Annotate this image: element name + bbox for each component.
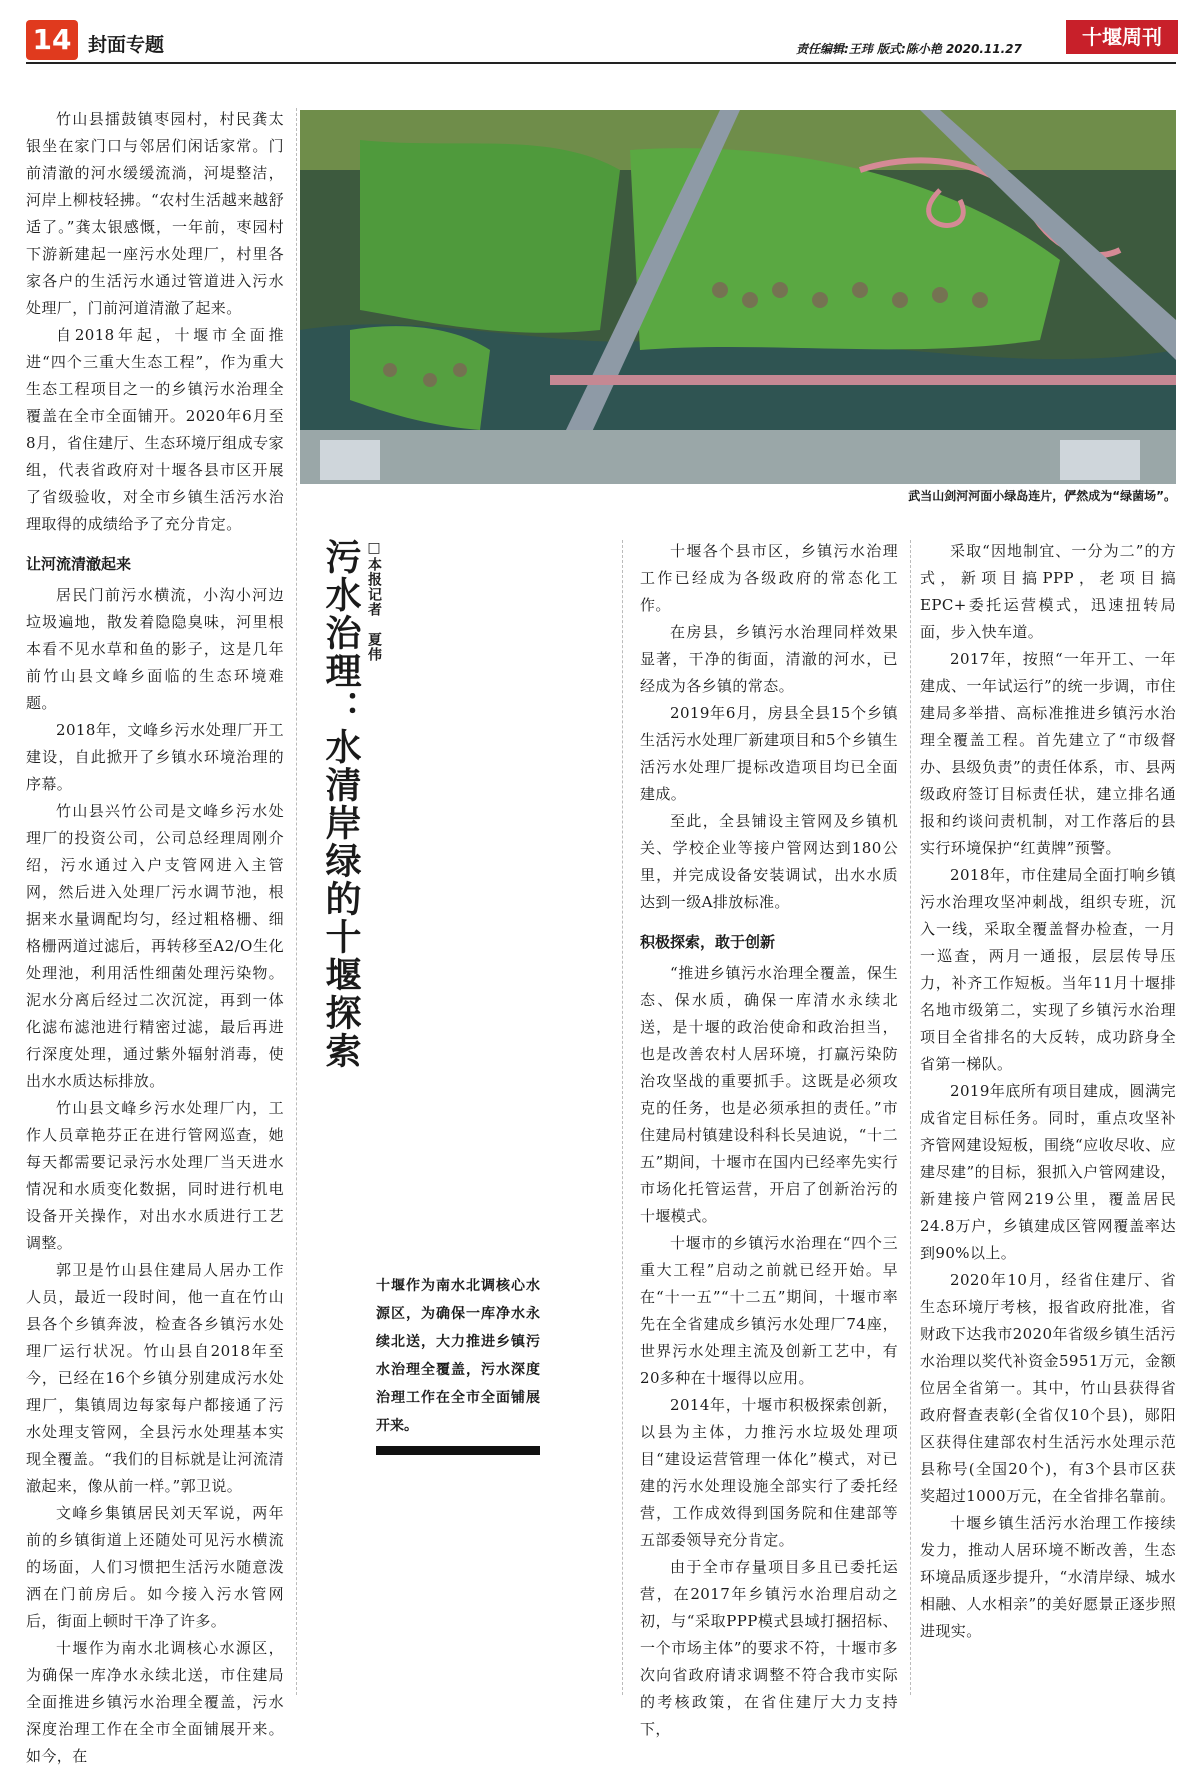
paragraph: 十堰市的乡镇污水治理在“四个三重大工程”启动之前就已经开始。早在“十一五”“十二五”期间，十堰市率先在全省建成乡镇污水处理厂74座，世界污水处理主流及创新工艺中，有20多种在十堰得以应用。 bbox=[640, 1234, 898, 1387]
paragraph: 2017年，按照“一年开工、一年建成、一年试运行”的统一步调，市住建局多举措、高标准推进乡镇污水治理全覆盖工程。首先建立了“市级督办、县级负责”的责任体系，市、县两级政府签订目标责任状，建立排名通报和约谈问责机制，对工作落后的县实行环境保护“红黄牌”预警。 bbox=[920, 650, 1176, 857]
paragraph: 文峰乡集镇居民刘天军说，两年前的乡镇街道上还随处可见污水横流的场面，人们习惯把生活污水随意泼洒在门前房后。如今接入污水管网后，街面上顿时干净了许多。 bbox=[26, 1504, 284, 1630]
paragraph: 至此，全县铺设主管网及乡镇机关、学校企业等接户管网达到180公里，并完成设备安装调试，出水水质达到一级A排放标准。 bbox=[640, 812, 898, 911]
pull-quote: 十堰作为南水北调核心水源区，为确保一库净水永续北送，大力推进乡镇污水治理全覆盖，污水深度治理工作在全市全面铺展开来。 bbox=[376, 1278, 540, 1434]
quote-bar bbox=[376, 1446, 540, 1455]
paragraph: 2018年，文峰乡污水处理厂开工建设，自此掀开了乡镇水环境治理的序幕。 bbox=[26, 721, 284, 793]
article-title: 污水治理：水清岸绿的十堰探索 bbox=[320, 538, 361, 1070]
paragraph: 采取“因地制宜、一分为二”的方式，新项目搞PPP，老项目搞EPC+委托运营模式，迅速扭转局面，步入快车道。 bbox=[920, 542, 1176, 641]
paragraph: 2018年，市住建局全面打响乡镇污水治理攻坚冲刺战，组织专班，沉入一线，采取全覆盖督办检查，一月一巡查，两月一通报，层层传导压力，补齐工作短板。当年11月十堰排名地市级第二，实现了乡镇污水治理项目全省排名的大反转，成功跻身全省第一梯队。 bbox=[920, 866, 1176, 1073]
column-divider bbox=[296, 108, 297, 1695]
paragraph: “推进乡镇污水治理全覆盖，保生态、保水质，确保一库清水永续北送，是十堰的政治使命和政治担当，也是改善农村人居环境，打赢污染防治攻坚战的重要抓手。这既是必须攻克的任务，也是必须承担的责任。”市住建局村镇建设科科长吴迪说，“十二五”期间，十堰市在国内已经率先实行市场化托管运营，开启了创新治污的十堰模式。 bbox=[640, 964, 898, 1225]
paragraph: 十堰乡镇生活污水治理工作接续发力，推动人居环境不断改善，生态环境品质逐步提升，“水清岸绿、城水相融、人水相亲”的美好愿景正逐步照进现实。 bbox=[920, 1514, 1176, 1640]
column-4 bbox=[920, 538, 1176, 1695]
column-3 bbox=[640, 538, 898, 1738]
editor-credits: 责任编辑:王玮 版式:陈小艳 2020.11.27 bbox=[796, 42, 1022, 56]
section-title: 封面专题 bbox=[88, 34, 165, 56]
column-divider bbox=[622, 540, 623, 1695]
page-number: 14 bbox=[26, 20, 78, 60]
column-divider bbox=[910, 540, 911, 1695]
paragraph: 2019年底所有项目建成，圆满完成省定目标任务。同时，重点攻坚补齐管网建设短板，围绕“应收尽收、应建尽建”的目标，狠抓入户管网建设，新建接户管网219公里，覆盖居民24.8万户，乡镇建成区管网覆盖率达到90%以上。 bbox=[920, 1082, 1176, 1262]
paragraph: 2020年10月，经省住建厅、省生态环境厅考核，报省政府批准，省财政下达我市2020年省级乡镇生活污水治理以奖代补资金5951万元，金额位居全省第一。其中，竹山县获得省政府督查表彰(全省仅10个县)，郧阳区获得住建部农村生活污水处理示范县称号(全国20个)，有3个县市区获奖超过1000万元，在全省排名靠前。 bbox=[920, 1271, 1176, 1505]
paragraph: 由于全市存量项目多且已委托运营，在2017年乡镇污水治理启动之初，与“采取PPP模式县域打捆招标、一个市场主体”的要求不符，十堰市多次向省政府请求调整不符合我市实际的考核政策，在省住建厅大力支持下， bbox=[640, 1558, 898, 1738]
subheading: 让河流清澈起来 bbox=[26, 555, 132, 573]
paragraph: 居民门前污水横流，小沟小河边垃圾遍地，散发着隐隐臭味，河里根本看不见水草和鱼的影子，这是几年前竹山县文峰乡面临的生态环境难题。 bbox=[26, 586, 284, 712]
paragraph: 2014年，十堰市积极探索创新，以县为主体，力推污水垃圾处理项目“建设运营管理一体化”模式，对已建的污水处理设施全部实行了委托经营，工作成效得到国务院和住建部等五部委领导充分肯定。 bbox=[640, 1396, 898, 1549]
photo-caption: 武当山剑河河面小绿岛连片，俨然成为“绿菌场”。 bbox=[908, 489, 1176, 503]
paragraph: 竹山县文峰乡污水处理厂内，工作人员章艳芬正在进行管网巡查，她每天都需要记录污水处理厂当天进水情况和水质变化数据，同时进行机电设备开关操作，对出水水质进行工艺调整。 bbox=[26, 1099, 284, 1252]
paragraph: 十堰作为南水北调核心水源区，为确保一库净水永续北送，市住建局全面推进乡镇污水治理全覆盖，污水深度治理工作在全市全面铺展开来。如今，在 bbox=[26, 1639, 284, 1765]
paragraph: 十堰各个县市区，乡镇污水治理工作已经成为各级政府的常态化工作。 bbox=[640, 542, 898, 614]
newspaper-brand: 十堰周刊 bbox=[1066, 20, 1178, 54]
column-1 bbox=[26, 106, 284, 1765]
paragraph: 竹山县擂鼓镇枣园村，村民龚太银坐在家门口与邻居们闲话家常。门前清澈的河水缓缓流淌，河堤整洁，河岸上柳枝轻拂。“农村生活越来越舒适了。”龚太银感慨，一年前，枣园村下游新建起一座污水处理厂，村里各家各户的生活污水通过管道进入污水处理厂，门前河道清澈了起来。 bbox=[26, 110, 284, 317]
paragraph: 2019年6月，房县全县15个乡镇生活污水处理厂新建项目和5个乡镇生活污水处理厂提标改造项目均已全面建成。 bbox=[640, 704, 898, 803]
paragraph: 自2018年起，十堰市全面推进“四个三重大生态工程”，作为重大生态工程项目之一的乡镇污水治理全覆盖在全市全面铺开。2020年6月至8月，省住建厅、生态环境厅组成专家组，代表省政府对十堰各县市区开展了省级验收，对全市乡镇生活污水治理取得的成绩给予了充分肯定。 bbox=[26, 326, 284, 533]
paragraph: 在房县，乡镇污水治理同样效果显著，干净的街面，清澈的河水，已经成为各乡镇的常态。 bbox=[640, 623, 898, 695]
subheading: 积极探索，敢于创新 bbox=[640, 933, 776, 951]
paragraph: 郭卫是竹山县住建局人居办工作人员，最近一段时间，他一直在竹山县各个乡镇奔波，检查各乡镇污水处理厂运行状况。竹山县自2018年至今，已经在16个乡镇分别建成污水处理厂，集镇周边每家每户都接通了污水处理支管网，全县污水处理基本实现全覆盖。“我们的目标就是让河流清澈起来，像从前一样。”郭卫说。 bbox=[26, 1261, 284, 1495]
paragraph: 竹山县兴竹公司是文峰乡污水处理厂的投资公司，公司总经理周刚介绍，污水通过入户支管网进入主管网，然后进入处理厂污水调节池，根据来水量调配均匀，经过粗格栅、细格栅两道过滤后，再转移至A2/O生化处理池，利用活性细菌处理污染物。泥水分离后经过二次沉淀，再到一体化滤布滤池进行精密过滤，最后再进行深度处理，通过紫外辐射消毒，使出水水质达标排放。 bbox=[26, 802, 284, 1090]
page-header bbox=[26, 18, 1176, 64]
byline: □本报记者 夏伟 bbox=[366, 540, 382, 662]
aerial-photo bbox=[300, 110, 1176, 484]
